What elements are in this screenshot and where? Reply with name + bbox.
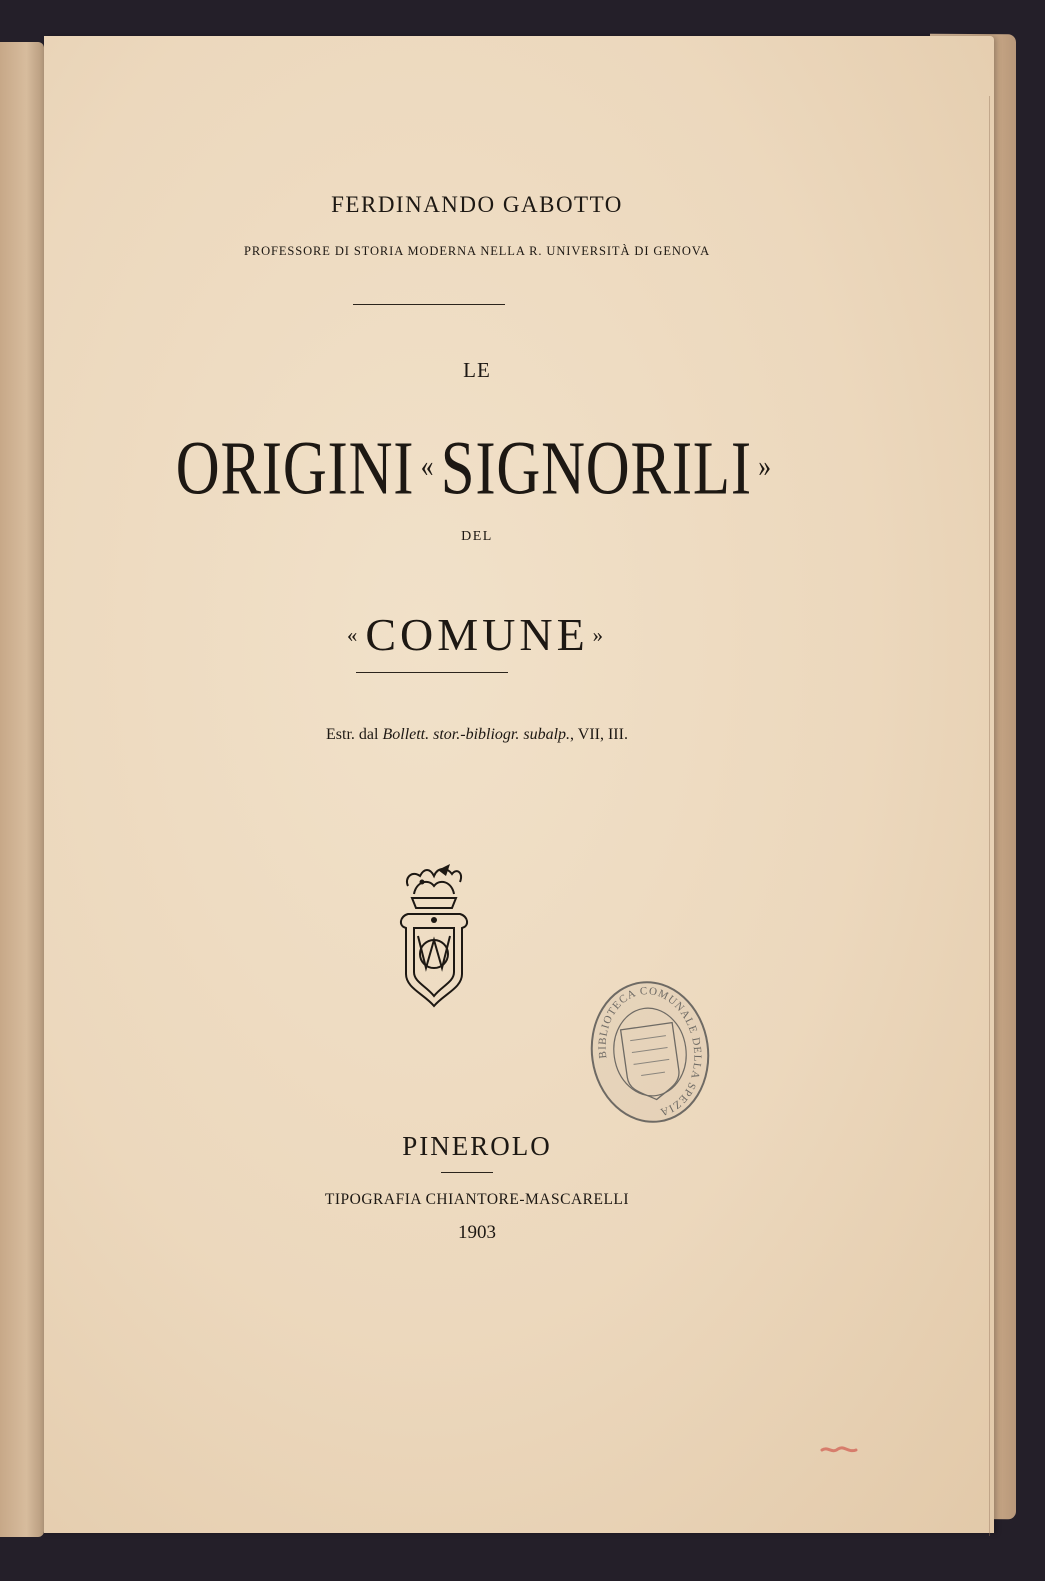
title-signorili: SIGNORILI (440, 426, 752, 511)
title-comune-line (44, 608, 910, 661)
stamp-text: BIBLIOTECA COMUNALE DELLA SPEZIA (596, 985, 704, 1119)
title-le: LE (463, 358, 491, 382)
guillemet-close: » (592, 624, 608, 647)
guillemet-open: « (420, 448, 435, 483)
author-affiliation: PROFESSORE DI STORIA MODERNA NELLA R. UNIVERSITÀ DI GENOVA (243, 244, 710, 258)
extract-journal: Bollett. stor.-bibliogr. subalp. (382, 726, 571, 743)
publication-year: 1903 (458, 1222, 496, 1243)
title-del: DEL (461, 529, 493, 544)
facing-page-edge (0, 42, 44, 1537)
divider-top (353, 304, 505, 305)
guillemet-close: » (758, 448, 772, 483)
publication-place: PINEROLO (402, 1131, 552, 1161)
page-fold-line (989, 96, 990, 1536)
library-stamp (578, 970, 721, 1134)
extract-note (44, 726, 910, 744)
divider-bottom (441, 1172, 493, 1173)
title-origini: ORIGINI (175, 426, 415, 511)
printers-mark-emblem (394, 864, 474, 1010)
title-comune: COMUNE (365, 609, 589, 660)
printer-name: TIPOGRAFIA CHIANTORE-MASCARELLI (324, 1191, 630, 1208)
main-title (131, 421, 824, 514)
author-name: FERDINANDO GABOTTO (331, 192, 623, 217)
guillemet-open: « (346, 624, 362, 647)
title-page (44, 36, 994, 1533)
red-ink-smudge (820, 1444, 860, 1458)
extract-prefix: Estr. dal (326, 726, 379, 743)
divider-middle (356, 672, 508, 673)
extract-suffix: , VII, III. (570, 726, 628, 743)
